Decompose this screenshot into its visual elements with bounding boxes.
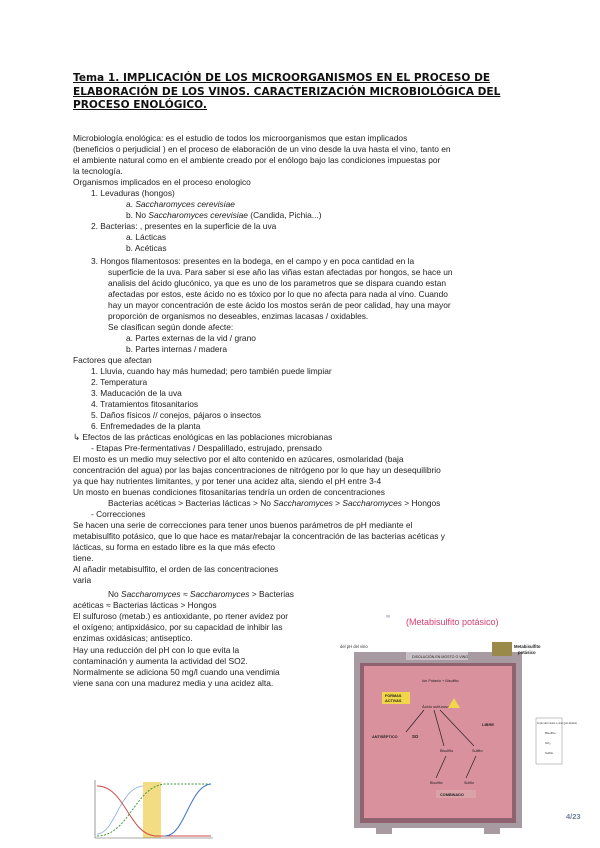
paragraph-line: acéticas ≈ Bacterias lácticas > Hongos	[73, 600, 217, 610]
page-number: 4/23	[566, 812, 581, 821]
order-text: ≈	[180, 589, 190, 599]
paragraph-line: contaminación y aumenta la actividad del SO2.	[73, 656, 248, 666]
list-item: - Correcciones	[91, 509, 146, 519]
list-item: 5. Daños físicos // conejos, pájaros o insectos	[91, 410, 261, 420]
list-line: afectadas por estos, este ácido no es tóxico por lo que no afecta para nada al vino. Cuando	[108, 289, 448, 299]
paragraph-line: Se hacen una serie de correcciones para tener unos buenos parámetros de pH mediante el	[73, 520, 413, 530]
curve-blue-2	[97, 786, 143, 834]
salt-label-2: potásico	[518, 650, 536, 655]
salt-bag	[492, 642, 512, 656]
list-item	[126, 199, 235, 210]
list-line: proporción de organismos no deseables, enzimas lacasas / oxidables.	[108, 311, 369, 321]
paragraph-line: Hay una reducción del pH con lo que evita la	[73, 645, 240, 655]
paragraph-line: El mosto es un medio muy selectivo por el alto contenido en azúcares, osmolaridad (baja	[73, 454, 404, 464]
side-title: Al pH del mosto o vino (pH ácidos)	[537, 722, 577, 725]
order-text: >	[332, 498, 343, 508]
acid-label: Ácido sulfuroso	[422, 704, 450, 709]
list-line: analisis del ácido glucónico, ya que es uno de los parametros que se dispara cuando estan	[108, 278, 447, 288]
paragraph-line: enzimas oxidásicas; antiseptico.	[73, 633, 193, 643]
paragraph-line: el ambiente natural como en el ambiente creado por el enólogo bajo las condiciones impuestas por	[73, 155, 441, 165]
diagram-mark: ᵛᵉ	[386, 615, 391, 621]
species-name: Saccharomyces cerevisiae	[148, 210, 248, 220]
paragraph-line: Al añadir metabisulfito, el orden de las concentraciones	[73, 564, 279, 574]
tank-leg-right	[484, 826, 500, 834]
paragraph-line: tiene.	[73, 553, 94, 563]
dissolution-label: DISOLUCIÓN EN MOSTO O VINO	[412, 655, 469, 659]
bisulfito-label: Bisulfito	[440, 749, 454, 753]
paragraph-line: metabisulfito potásico, que lo que hace es matar/rebajar la concentración de las bacterias acéticas y	[73, 531, 445, 541]
section-heading: Factores que afectan	[73, 355, 152, 365]
salt-label-1: Metabisulfito	[514, 644, 541, 649]
list-text: (Candida, Pichia...)	[247, 210, 322, 220]
diagram-heading: (Metabisulfito potásico)	[406, 617, 499, 627]
ion-label: Ión Potasio + Bisulfito	[422, 679, 459, 683]
list-item: 2. Temperatura	[91, 377, 148, 387]
concentration-order	[108, 498, 440, 509]
list-item: 3. Hongos filamentosos: presentes en la bodega, en el campo y en poca cantidad en la	[91, 256, 415, 266]
paragraph-line: viene sana con una madurez media y una acidez alta.	[73, 678, 274, 688]
species-name: Saccharomyces	[121, 589, 181, 599]
list-item: 3. Maducación de la uva	[91, 388, 182, 398]
curve-blue	[165, 784, 211, 836]
paragraph-line: lácticas, su forma en estado libre es la que más efecto	[73, 542, 276, 552]
list-line: superficie de la uva. Para saber si ese año las viñas estan afectadas por hongos, se hace un	[108, 267, 453, 277]
so2-label: SO	[412, 734, 419, 739]
paragraph-line: ya que hay nutrientes limitantes, y por tener una acidez alta, siendo el pH entre 3-4	[73, 476, 382, 486]
paragraph-line: Un mosto en buenas condiciones fitosanitarias tendría un orden de concentraciones	[73, 487, 385, 497]
antiseptic-label: ANTISÉPTICO	[372, 735, 398, 739]
list-item: a. Lácticas	[126, 232, 167, 242]
list-item: b. Acéticas	[126, 243, 167, 253]
paragraph-line: Microbiología enológica: es el estudio de todos los microorganismos que estan implicados	[73, 133, 408, 143]
list-item: b. Partes internas / madera	[126, 344, 228, 354]
paragraph-line: varia	[73, 575, 92, 585]
paragraph-line: El sulfuroso (metab.) es antioxidante, po rtener avidez por	[73, 611, 289, 621]
section-heading: ↳ Efectos de las prácticas enológicas en las poblaciones microbianas	[73, 432, 333, 442]
paragraph-line: (beneficios o perjudicial ) en el proceso de elaboración de un vino desde la uva hasta el vino, tanto en	[73, 144, 451, 154]
list-item: 1. Lluvia, cuando hay más humedad; pero también puede limpiar	[91, 366, 332, 376]
list-item: 4. Tratamientos fitosanitarios	[91, 399, 199, 409]
side-item-2: SO₂	[545, 741, 551, 745]
section-heading: Organismos implicados en el proceso enologico	[73, 177, 251, 187]
list-item: 2. Bacterias: , presentes en la superficie de la uva	[91, 221, 277, 231]
list-marker: a.	[126, 199, 136, 209]
sulfito-label: Sulfito	[472, 749, 483, 753]
species-name: Saccharomyces	[273, 498, 333, 508]
species-name: Saccharomyces cerevisiae	[135, 199, 235, 209]
active-forms-1: FORMAS	[385, 694, 402, 698]
list-item	[126, 210, 322, 221]
active-forms-2: ACTIVAS	[385, 699, 402, 703]
paragraph-line: Normalmente se adiciona 50 mg/l cuando una vendimia	[73, 667, 280, 677]
combined-label: COMBINADO	[440, 793, 464, 797]
paragraph-line: concentración del agua) por las bajas concentraciones de nitrógeno por lo que hay un desequilibrio	[73, 465, 441, 475]
sulfito-bound: Sulfito	[464, 781, 474, 785]
tank-leg-left	[376, 826, 392, 834]
order-text: > Hongos	[401, 498, 441, 508]
concentration-order	[108, 589, 294, 600]
side-item-3: Sulfito	[545, 751, 554, 755]
list-line: Se clasifican según donde afecte:	[108, 322, 234, 332]
bisulfito-bound: Bisulfito	[430, 781, 443, 785]
paragraph-line: la tecnología.	[73, 166, 123, 176]
list-line: hay un mayor concentración de este ácido los mostos serán de peor calidad, hay una mayor	[108, 300, 451, 310]
side-item-1: Bisulfito	[545, 731, 556, 735]
page-title: Tema 1. IMPLICACIÓN DE LOS MICROORGANISMOS EN EL PROCESO DE ELABORACIÓN DE LOS VINOS. CARACTERIZACIÓN MICROBIOLÓGICA DEL PROCESO ENOLÓGICO.	[73, 72, 501, 112]
list-item: - Etapas Pre-fermentativas / Despalillado, estrujado, prensado	[91, 443, 322, 453]
species-name: Saccharomyces	[189, 589, 250, 599]
list-marker: b. No	[126, 210, 149, 220]
ph-label: del pH del vino	[340, 644, 368, 649]
list-item: a. Partes externas de la vid / grano	[126, 333, 256, 343]
population-curves-figure	[85, 778, 215, 842]
list-item: 1. Levaduras (hongos)	[91, 188, 175, 198]
paragraph-line: el oxígeno; antipxidásico, por su capacidad de inhibir las	[73, 622, 283, 632]
order-text: > Bacterias	[249, 589, 294, 599]
species-name: Saccharomyces	[342, 498, 402, 508]
free-label: LIBRE	[482, 722, 494, 727]
order-text: No	[108, 589, 122, 599]
list-item: 6. Enfremedades de la planta	[91, 421, 201, 431]
order-text: Bacterias acéticas > Bacterias lácticas > No	[108, 498, 274, 508]
highlight-band	[143, 782, 161, 838]
